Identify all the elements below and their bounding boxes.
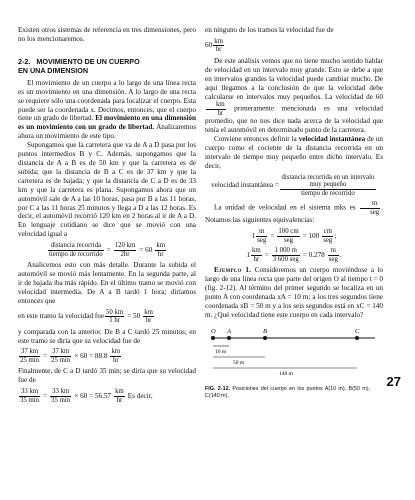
- eq4-unit-num: km: [115, 388, 124, 396]
- eq3-denominator: 25 min: [20, 356, 40, 364]
- eq7-u1-den: seg: [257, 236, 267, 244]
- eq4-equals: =: [43, 391, 48, 400]
- eq1-unit-den: hr: [157, 250, 164, 258]
- section-heading: [18, 57, 196, 75]
- paragraph-6-bold: velocidad instantánea: [298, 135, 366, 144]
- paragraph-7-text: La unidad de velocidad en el sistema mks es: [214, 204, 356, 213]
- eq3-equals: =: [43, 352, 48, 361]
- eq2-unit-den: hr: [145, 317, 152, 325]
- equation-8: [205, 247, 383, 263]
- paragraph-6-end: de un cuerpo como el cociente de la distancia recorrida en un intervalo de tiempo muy pequeño entre dicho intervalo. Es decir,: [205, 135, 384, 170]
- eq3-numerator: 37 km: [20, 348, 39, 356]
- eq8-result: = 0.278: [302, 250, 325, 259]
- caption-text: Posiciones del cuerpo en los puntos A(10 m), B(50 m), C(140 m).: [205, 385, 370, 399]
- paragraph-5: [205, 57, 383, 135]
- eq2-unit-num: km: [144, 308, 153, 316]
- eq7-fraction: [277, 228, 299, 244]
- eq7-denominator: seg: [283, 236, 294, 244]
- eq5-value: 60: [205, 41, 213, 50]
- p7-unit: [360, 200, 380, 216]
- p5-unit-num: km: [206, 101, 226, 110]
- eq8-numerator: 1 000 m: [272, 247, 300, 256]
- section-title-line-1: MOVIMIENTO DE UN CUERPO: [36, 56, 140, 66]
- eq7-end: ;: [334, 231, 337, 240]
- equation-1: [18, 242, 196, 258]
- eq4-denominator: 35 min: [20, 396, 40, 404]
- eq8-u2-den: seg: [328, 255, 338, 263]
- paragraph-1-end: Analizaremos ahora un movimiento de este tipo.: [18, 123, 196, 141]
- eq8-fraction: [272, 247, 300, 263]
- eq3-result: × 60 = 88.8: [74, 352, 108, 361]
- paragraph-5-end: primeramente mencionada es una velocidad promedio, que no nos dice nada acerca de la velocidad que tenía el automóvil en determinado punto de la carretera.: [205, 105, 383, 135]
- eq2-fraction: [105, 309, 124, 325]
- eq2-result: = 50: [127, 312, 141, 321]
- eq3-denominator-2: 25 min: [51, 356, 71, 364]
- point-B: [263, 336, 267, 340]
- point-C: [355, 336, 359, 340]
- eq4-numerator: 33 km: [20, 388, 39, 396]
- eq8-u1-den: hr: [253, 255, 260, 263]
- paragraph-3-c: y comparada con la anterior. De B a C tardó 25 minutos; en este tramo se diría que su velocidad fue de: [18, 327, 196, 345]
- eq1-numerator-2: 120 km: [114, 242, 136, 250]
- eq1-numerator: distancia recorrida: [48, 242, 104, 251]
- p7-unit-num: m: [360, 200, 380, 209]
- eq1-unit-num: km: [156, 242, 165, 250]
- page-number: 27: [386, 374, 401, 389]
- eq3-unit-den: hr: [112, 356, 119, 364]
- eq3-unit: [110, 348, 121, 364]
- paragraph-1-text: El movimiento de un cuerpo a lo largo de una línea recta es un movimiento en una dimensión. A lo largo de una recta se requiere sólo una coordenada para localizar el cuerpo. Esta puede ser la coordenada x. Decimos, entonces, que el cuerpo tiene un grado de libertad.: [18, 78, 196, 123]
- eq1-denominator-2: 2hr: [120, 250, 130, 258]
- eq7-result: = 100: [302, 231, 320, 240]
- point-A: [227, 336, 231, 340]
- eq1-fraction: [48, 242, 104, 258]
- eq5-unit-num: km: [214, 37, 223, 45]
- eq6-lhs: velocidad instantánea =: [211, 181, 279, 190]
- eq8-end: .: [339, 250, 342, 259]
- paragraph-3: Analicemos esto con más detalle. Durante la subida el automóvil se movió más lentamente. En la segunda parte, al ir de bajada iba más rápido. En el último tramo se movió con velocidad intermedia. De A a B tardó 1 hora; diríamos entonces que: [18, 261, 196, 305]
- paragraph-3-d: Finalmente, de C a D tardó 35 min; se diría que su velocidad fue de: [18, 367, 196, 385]
- eq5-unit: [213, 38, 224, 54]
- dim-label-10: 10 m: [215, 348, 227, 355]
- caption-label: FIG. 2-12.: [205, 385, 231, 392]
- eq8-unit-2: [328, 247, 339, 263]
- right-column: [205, 26, 383, 399]
- eq2-lead-text: en este tramo la velocidad fue: [18, 312, 105, 321]
- label-A: A: [227, 327, 231, 335]
- figure-caption: [205, 386, 370, 400]
- eq2-denominator: 1 hr: [109, 317, 120, 325]
- eq7-u1-num: m: [256, 228, 267, 237]
- eq6-denominator: tiempo de recorrido: [301, 189, 355, 197]
- paragraph-5-text: De este análisis vemos que no tiene mucho sentido hablar de velocidad en un intervalo muy grande. Esto se debe a que en intervalos grandes la velocidad puede cambiar mucho. De aquí llegamos a la conclusión de que la velocidad debe calcularse en intervalos muy pequeños. La velocidad de 60: [205, 56, 383, 101]
- eq3-unit-num: km: [111, 348, 121, 356]
- left-column: [18, 26, 196, 407]
- eq4-unit: [114, 388, 125, 404]
- eq7-unit-1: [256, 228, 267, 244]
- equation-6: [205, 174, 383, 198]
- eq8-denominator: 3 600 seg: [272, 255, 299, 263]
- example-text: Consideremos un cuerpo moviéndose a lo largo de una línea recta que parte del origen O al tiempo t = 0 (fig. 2-12). Al término del primer segundo se localiza en un punto A con coordenada xA = 10 m; a los tres segundos tiene coordenada xB = 50 m y a los seis segundos está en xC = 140 m. ¿Qué velocidad tiene este cuerpo en cada intervalo?: [205, 266, 383, 319]
- point-O: [211, 336, 215, 340]
- eq1-unit: [155, 242, 166, 258]
- eq2-numerator: 50 km: [106, 308, 124, 316]
- equation-4: [18, 388, 196, 404]
- eq8-u1-num: km: [251, 247, 261, 255]
- eq1-denominator: tiempo de recorrido: [49, 250, 103, 258]
- eq4-unit-den: hr: [116, 396, 123, 404]
- eq7-unit-2: [322, 228, 333, 244]
- eq3-fraction-2: [50, 348, 71, 364]
- position-line-diagram: [205, 324, 383, 384]
- eq7-equals: =: [270, 231, 275, 240]
- eq8-u2-num: m: [328, 247, 339, 256]
- eq8-unit-1: [251, 247, 262, 263]
- dim-label-140: 140 m: [279, 370, 293, 377]
- paragraph-1-bold: El movimiento en una dimensión es un movimiento con un grado de libertad.: [18, 114, 197, 132]
- section-number: 2-2.: [18, 56, 31, 66]
- label-C: C: [355, 327, 360, 335]
- eq1-fraction-2: [114, 242, 137, 258]
- eq7-u2-num: cm: [323, 228, 332, 236]
- equation-3: [18, 348, 196, 364]
- eq8-equals: =: [264, 250, 269, 259]
- p7-unit-den: seg: [370, 208, 380, 216]
- paragraph-4-text: en ninguno de los tramos la velocidad fue de: [205, 26, 334, 34]
- label-O: O: [211, 327, 216, 335]
- eq1-result: = 60: [139, 245, 153, 254]
- paragraph-7-end: . Notamos las siguientes equivalencias:: [205, 204, 383, 225]
- eq2-unit: [143, 309, 154, 325]
- eq4-numerator-2: 33 km: [52, 388, 70, 396]
- equation-5: [205, 38, 383, 54]
- example-label: Ejemplo 1.: [214, 266, 252, 275]
- eq4-result: × 60 = 56.57: [74, 391, 112, 400]
- dim-label-50: 50 m: [233, 359, 245, 366]
- eq3-numerator-2: 37 km: [52, 348, 70, 356]
- eq7-numerator: 100 cm: [278, 228, 299, 236]
- eq4-fraction: [19, 388, 40, 404]
- eq5-unit-den: hr: [215, 46, 222, 54]
- label-B: B: [263, 327, 267, 335]
- equation-2: [18, 309, 196, 325]
- paragraph-1: [18, 79, 196, 141]
- section-title-line-2: EN UNA DIMENSION: [18, 65, 89, 75]
- paragraph-6-text: Conviene entonces definir la: [214, 135, 297, 144]
- paragraph-4: [205, 26, 383, 35]
- example-1: [205, 266, 383, 319]
- eq6-numerator: distancia recorrida en un intervalo muy pequeño: [281, 173, 375, 189]
- eq4-denominator-2: 35 min: [51, 396, 71, 404]
- paragraph-6: [205, 135, 383, 171]
- eq7-u2-den: seg: [323, 236, 333, 244]
- eq1-equals: =: [106, 245, 111, 254]
- eq4-fraction-2: [50, 388, 71, 404]
- figure-2-12: [205, 324, 383, 384]
- p5-unit-den: hr: [217, 109, 224, 117]
- paragraph-2: Supongamos que la carretera que va de A a D pasa por los puntos intermedios B y C. Además, supongamos que la distancia de A a B es de 50 km y que la carretera es de subida; que la distancia de B a C es de 37 km y que la carretera es de bajada; y que la distancia de C a D es de 33 km y que la carretera es plana. Supongamos ahora que un automóvil sale de A a las 10 horas, pasa por B a las 11 horas, por C a las 11 horas 25 minutos y llega a D a las 12 horas. Es decir, el automóvil recorrió 120 km en 2 horas al ir de A a D. En lenguaje cotidiano se dice que se movió con una velocidad igual a: [18, 141, 196, 239]
- paragraph-7: [205, 200, 383, 225]
- eq4-trailing-text: Es decir,: [127, 391, 153, 400]
- p5-unit: [206, 101, 226, 117]
- eq8-lhs: 1: [246, 250, 250, 259]
- equation-7: [205, 228, 383, 244]
- eq7-lhs: 1: [251, 231, 256, 240]
- eq6-fraction: [280, 174, 376, 198]
- intro-paragraph: Existen otros sistemas de referencia en tres dimensiones, pero no los mencionaremos.: [18, 26, 196, 43]
- eq3-fraction: [19, 348, 40, 364]
